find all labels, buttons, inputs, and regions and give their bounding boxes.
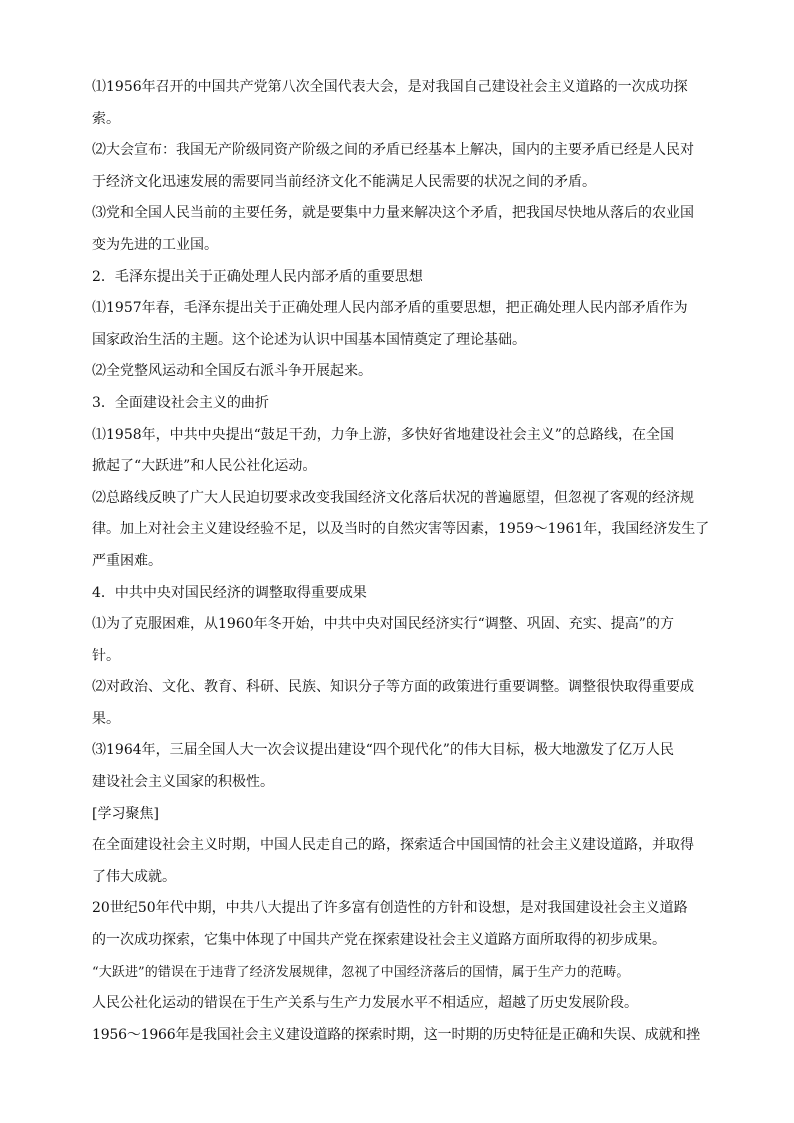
document-page: [92, 72, 710, 1051]
text-line: 在全面建设社会主义时期，中国人民走自己的路，探索适合中国国情的社会主义建设道路，并取得: [92, 837, 694, 854]
text-line: ⑶党和全国人民当前的主要任务，就是要集中力量来解决这个矛盾，把我国尽快地从落后的农业国: [92, 205, 694, 222]
text-line: 变为先进的工业国。: [92, 236, 218, 253]
text-line: 建设社会主义国家的积极性。: [92, 774, 274, 791]
text-line: 果。: [92, 710, 120, 727]
text-line: 索。: [92, 110, 120, 127]
text-line: ⑵全党整风运动和全国反右派斗争开展起来。: [92, 363, 372, 380]
text-line: 人民公社化运动的错误在于生产关系与生产力发展水平不相适应，超越了历史发展阶段。: [92, 995, 638, 1012]
text-line: ⑴1957年春，毛泽东提出关于正确处理人民内部矛盾的重要思想，把正确处理人民内部矛盾作为: [92, 300, 688, 317]
section-heading: 2．毛泽东提出关于正确处理人民内部矛盾的重要思想: [92, 268, 423, 285]
text-line: ⑵大会宣布：我国无产阶级同资产阶级之间的矛盾已经基本上解决，国内的主要矛盾已经是人民对: [92, 142, 694, 159]
section-heading: 4．中共中央对国民经济的调整取得重要成果: [92, 584, 367, 601]
section-heading: 3．全面建设社会主义的曲折: [92, 394, 269, 411]
text-line: 1956～1966年是我国社会主义建设道路的探索时期，这一时期的历史特征是正确和失误、成就和挫: [92, 1026, 700, 1043]
text-line: ⑴1956年召开的中国共产党第八次全国代表大会，是对我国自己建设社会主义道路的一次成功探: [92, 79, 688, 95]
text-line: 20世纪50年代中期，中共八大提出了许多富有创造性的方针和设想，是对我国建设社会主义道路: [92, 900, 688, 917]
text-line: ⑶1964年，三届全国人大一次会议提出建设“四个现代化”的伟大目标，极大地激发了亿万人民: [92, 742, 674, 759]
text-line: ⑵对政治、文化、教育、科研、民族、知识分子等方面的政策进行重要调整。调整很快取得重要成: [92, 679, 694, 696]
text-line: 国家政治生活的主题。这个论述为认识中国基本国情奠定了理论基础。: [92, 331, 526, 348]
text-line: 掀起了“大跃进”和人民公社化运动。: [92, 458, 317, 475]
text-line: 针。: [92, 647, 120, 664]
text-line: 的一次成功探索，它集中体现了中国共产党在探索建设社会主义道路方面所取得的初步成果。: [92, 932, 666, 949]
text-line: ⑵总路线反映了广大人民迫切要求改变我国经济文化落后状况的普遍愿望，但忽视了客观的经济规: [92, 489, 694, 506]
text-line: ⑴1958年，中共中央提出“鼓足干劲，力争上游，多快好省地建设社会主义”的总路线，在全国: [92, 426, 674, 443]
text-line: 严重困难。: [92, 552, 162, 569]
text-line: 于经济文化迅速发展的需要同当前经济文化不能满足人民需要的状况之间的矛盾。: [92, 173, 596, 190]
text-line: 了伟大成就。: [92, 868, 176, 885]
text-line: ⑴为了克服困难，从1960年冬开始，中共中央对国民经济实行“调整、巩固、充实、提高”的方: [92, 616, 674, 633]
section-heading: [学习聚焦]: [92, 805, 159, 822]
text-line: 律。加上对社会主义建设经验不足，以及当时的自然灾害等因素，1959～1961年，我国经济发生了: [92, 521, 710, 538]
text-line: “大跃进”的错误在于违背了经济发展规律，忽视了中国经济落后的国情，属于生产力的范畴。: [92, 964, 630, 980]
